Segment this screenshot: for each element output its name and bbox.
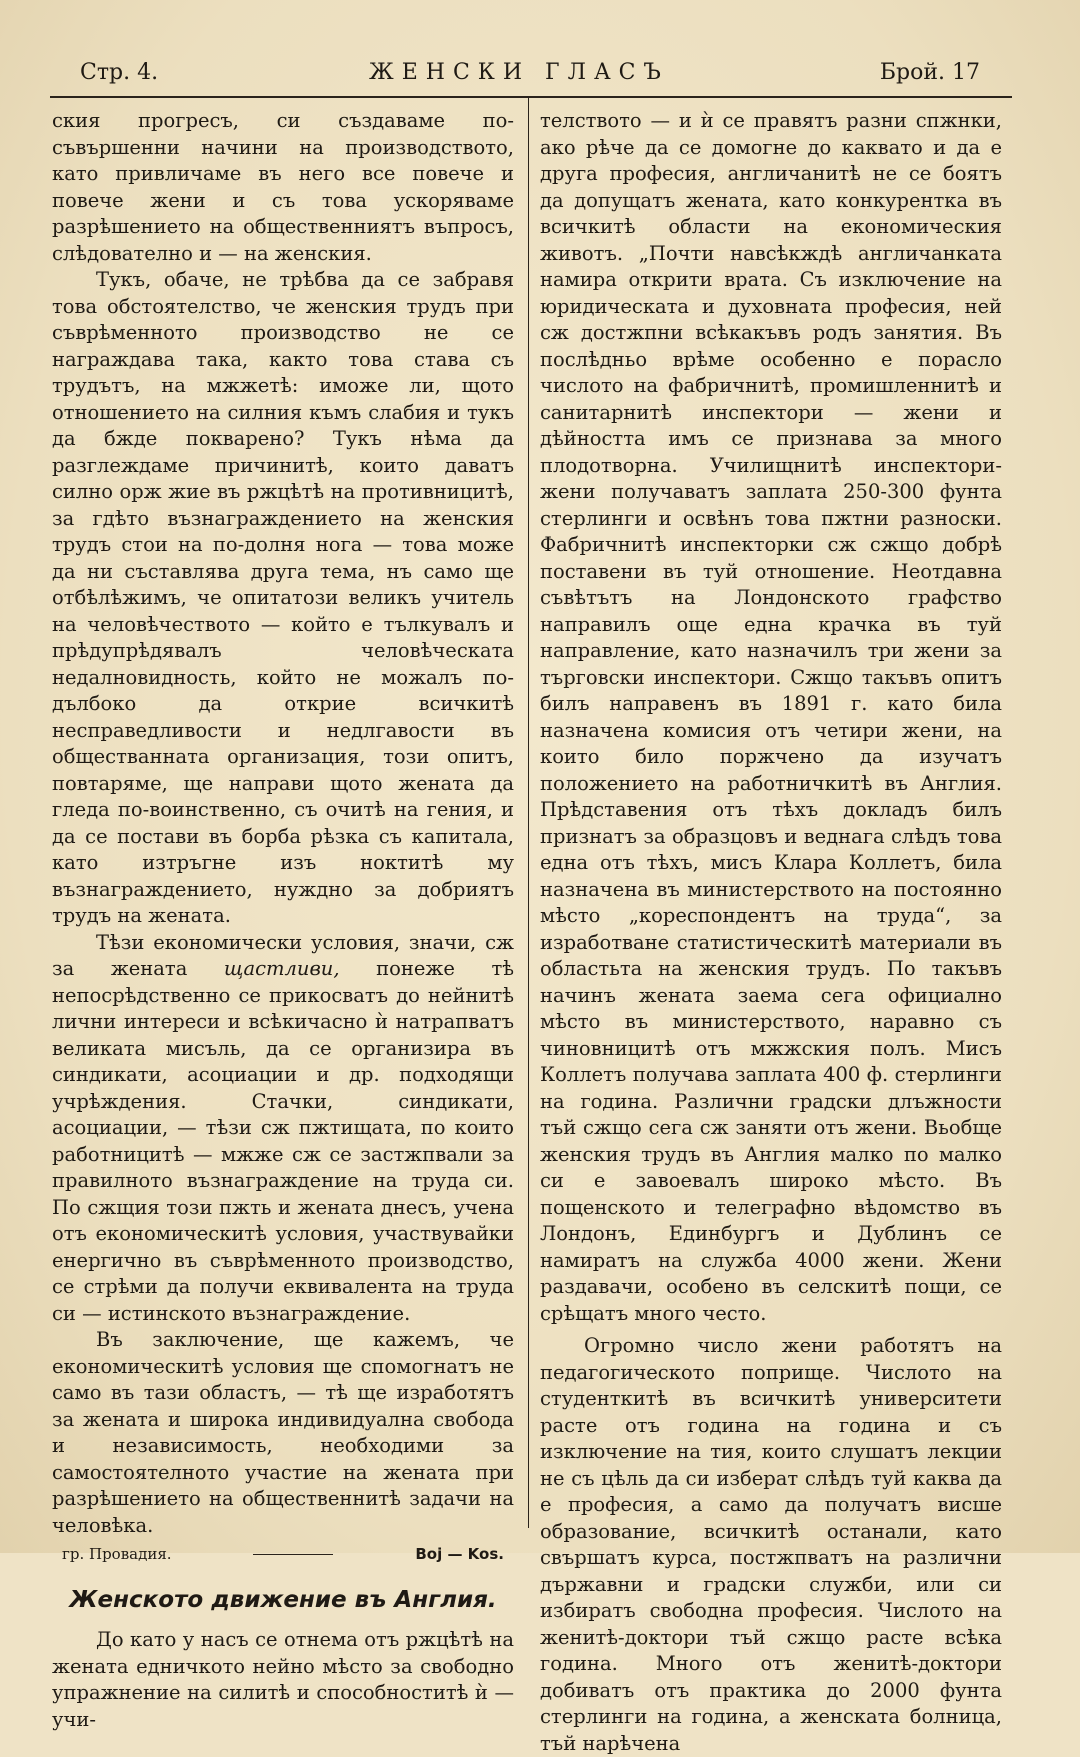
- paragraph: Въ заключение, ще кажемъ, че економическитѣ условия ще спомогнатъ не само въ тази областъ, — тѣ ще изработятъ за жената и широка индивидуална свобода и независимость, необходими за самостоятелното участие на жената при разрѣшението на общественнитѣ задачи на человѣка.: [52, 1328, 514, 1537]
- paragraph: Тукъ, обаче, не трѣбва да се забравя това обстоятелство, че женския трудъ при съврѣменното производство не се награждава така, както това става съ трудътъ, на мжжетѣ: иможе ли, щото отношението на силния къмъ слабия и тукъ да бжде покварено? Тукъ нѣма да разглеждаме причинитѣ, които даватъ силно орж жие въ ржцѣтѣ на противницитѣ, за гдѣто възнаграждението на женския трудъ стои на по-долня нога — това може да ни съставлява друга тема, нъ само ще отбѣлѣжимъ, че опитатози великъ учитель на человѣчеството — който е тълкувалъ и прѣдупрѣдявалъ человѣческата недалновидность, който не можалъ по-дълбоко да открие всичкитѣ несправедливости и недлгавости въ обществанната организация, този опитъ, повтаряме, ще направи щото жената да гледа по-воинственно, съ очитѣ на гения, и да се постави въ борба рѣзка съ капитала, като изтръгне изъ ноктитѣ му възнаграждението, нуждно за добриятъ трудъ на жената.: [52, 268, 514, 927]
- paragraph: телството — и ѝ се правятъ разни спжнки, ако рѣче да се домогне до каквато и да е друга професия, англичанитѣ не се боятъ да допущатъ жената, като конкурентка въ всичкитѣ области на економическия животъ. „Почти навсѣкждѣ англичанката намира открити врата. Съ изключение на юридическата и духовната професия, ней сж достжпни всѣкакъвъ родъ занятия. Въ послѣдньо врѣме особенно е порасло числото на фабричнитѣ, промишленнитѣ и санитарнитѣ инспектори — жени и дѣйността имъ се признава за много плодотворна. Училищнитѣ инспектори-жени получаватъ заплата 250-300 фунта стерлинги и освѣнъ това пжтни разноски. Фабричнитѣ инспекторки сж сжщо добрѣ поставени въ туй отношение. Неотдавна съвѣтътъ на Лондонското графство направилъ още една крачка въ туй направление, като назначилъ три жени за търговски инспектори. Сжщо такъвъ опитъ билъ направенъ въ 1891 г. като била назначена комисия отъ четири жени, на които било поржчено да изучатъ положението на работничкитѣ въ Англия. Прѣдставения отъ тѣхъ докладъ билъ признатъ за образцовъ и веднага слѣдъ това една отъ тѣхъ, мисъ Клара Коллетъ, била назначена въ министерството на постоянно мѣсто „кореспондентъ на труда“, за изработване статистическитѣ материали въ областьта на женския трудъ. По такъвъ начинъ жената заема сега официално мѣсто въ министерството, наравно съ чиновницитѣ отъ мжжския полъ. Мисъ Коллетъ получава заплата 400 ф. стерлинги на година. Различни градски длъжности тъй сжщо сега сж заняти отъ жени. Вьобще женския трудъ въ Англия малко по малко си е завоевалъ широко мѣсто. Въ пощенското и телеграфно вѣдомство въ Лондонъ, Единбургъ и Дублинъ се намиратъ на служба 4000 жени. Жени раздавачи, особено въ селскитѣ пощи, се срѣщатъ много често.: [540, 109, 1002, 1325]
- signoff-place: гр. Провадия.: [62, 1545, 172, 1563]
- paragraph: До като у насъ се отнема отъ ржцѣтѣ на жената едничкото нейно мѣсто за свободно упражнение на силитѣ и способноститѣ ѝ — учи-: [52, 1628, 514, 1731]
- right-column: [540, 108, 1002, 1757]
- issue-number: Брой. 17: [879, 59, 980, 85]
- page-header: [80, 52, 980, 92]
- paragraph: ския прогресъ, си създаваме по-съвършенни начини на производството, като привличаме въ него все повече и повече жени и съ това ускоряваме разрѣшението на общественниятъ въпросъ, слѣдователно и — на женския.: [52, 109, 514, 265]
- signoff: [52, 1539, 514, 1565]
- signoff-divider: [253, 1554, 333, 1565]
- page-number: Стр. 4.: [80, 59, 159, 85]
- paragraph: Тѣзи економически условия, значи, сж за жената щастливи, понеже тѣ непосрѣдственно се прикосватъ до нейнитѣ лични интереси и всѣкичасно ѝ натрапватъ великата мисъль, да се организира въ синдикати, асоциации и др. подходящи учрѣждения. Стачки, синдикати, асоциации, — тѣзи сж пжтищата, по които работницитѣ — мжже сж се застжпвали за правилното възнаграждение на труда си. По сжщия този пжть и жената днесъ, учена отъ економическитѣ условия, участвувайки енергично въ съврѣменното производство, се стрѣми да получи еквивалента на труда си — истинското възнаграждение.: [52, 930, 514, 1325]
- emphasis: щастливи,: [223, 957, 340, 980]
- column-divider: [528, 98, 529, 1528]
- left-column: [52, 108, 514, 1733]
- header-rule: [50, 96, 1012, 98]
- section-title: Женското движение въ Англия.: [69, 1587, 497, 1613]
- paragraph: Огромно число жени работятъ на педагогическото поприще. Числото на студенткитѣ въ всичкитѣ университети расте отъ година на година и съ изключение на тия, които слушатъ лекции не съ цѣль да си изберат слѣдъ туй каква да е професия, а само да получатъ висше образование, всичкитѣ останали, като свършатъ курса, постжпватъ на различни държавни и градски служби, или си избиратъ свободна професия. Числото на женитѣ-доктори тъй сжщо расте всѣка година. Много отъ женитѣ-доктори добиватъ отъ практика до 2000 фунта стерлинги на година, а женската болница, тъй нарѣчена: [540, 1334, 1002, 1755]
- newspaper-title: ЖЕНСКИ ГЛАСЪ: [369, 59, 669, 85]
- signoff-author: Boj — Kos.: [415, 1545, 504, 1563]
